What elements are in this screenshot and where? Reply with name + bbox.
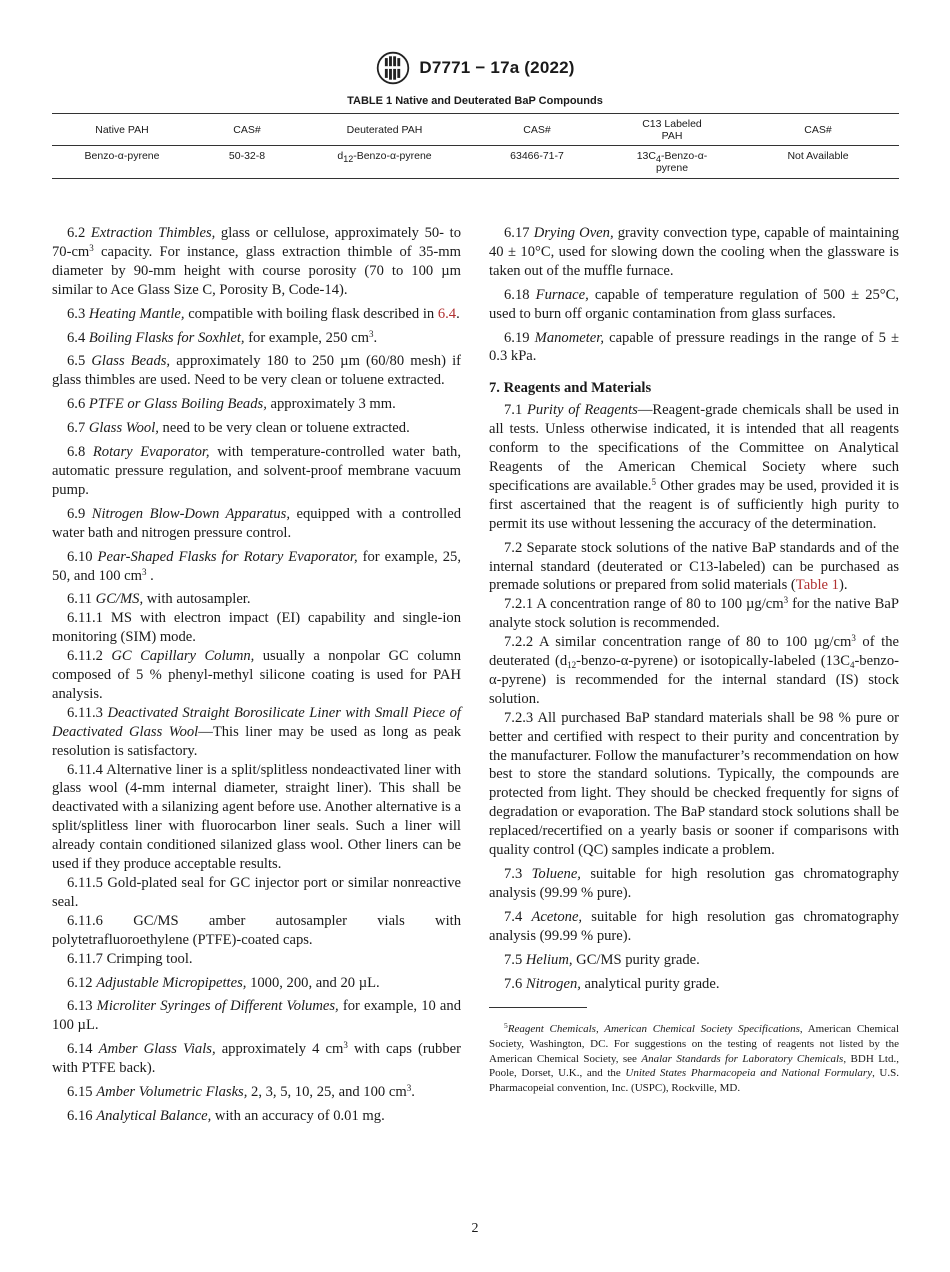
paragraph-7-2-3: 7.2.3 All purchased BaP standard materials shall be 98 % pure or better and certified with respect to their purity and concentration by the manufacturer. Follow the manufacturer’s recommendation on how best to store the standard solutions. Typically, the compounds are protected from light. They should be checked frequently for signs of degradation or evaporation. The BaP standard stock solutions shall be replaced/recertified on a yearly basis or sooner if comparisons with quality control (QC) samples indicate a problem. xyxy=(489,709,899,859)
para-term: Analytical Balance, xyxy=(96,1107,212,1124)
right-column xyxy=(489,224,899,1095)
para-num: 6.12 xyxy=(67,974,97,991)
para-term: Amber Volumetric Flasks, xyxy=(96,1084,248,1101)
para-text: for example, 25, 50, and 100 cm xyxy=(52,548,461,584)
para-term: Pear-Shaped Flasks for Rotary Evaporator, xyxy=(97,548,358,565)
para-num: 6.14 xyxy=(67,1041,99,1058)
paragraph-6-16 xyxy=(52,1107,461,1126)
table-cell: Benzo-α-pyrene xyxy=(52,146,192,179)
footnote-title: United States Pharmacopeia and National Formulary xyxy=(625,1067,873,1080)
para-term: Glass Wool, xyxy=(88,420,159,437)
para-num: 6.13 xyxy=(67,998,97,1015)
bap-compounds-table xyxy=(52,113,899,179)
para-text: ). xyxy=(838,577,848,594)
para-text: 7.2.1 A concentration range of 80 to 100 µg/cm xyxy=(504,596,784,613)
para-term: Drying Oven, xyxy=(533,225,614,241)
paragraph-6-11-5: 6.11.5 Gold-plated seal for GC injector port or similar nonreactive seal. xyxy=(52,875,461,910)
para-text: . xyxy=(411,1084,415,1101)
superscript: 3 xyxy=(368,328,374,339)
para-text: suitable for high resolution gas chromatography analysis (99.99 % pure). xyxy=(489,908,900,944)
table-header-cell: CAS# xyxy=(192,114,302,146)
table-caption: TABLE 1 Native and Deuterated BaP Compounds xyxy=(347,95,603,107)
para-text: with temperature-controlled water bath, automatic pressure regulation, and solvent-proof membrane vacuum pump. xyxy=(52,444,461,498)
paragraph-7-4 xyxy=(489,908,899,946)
cell-wrap xyxy=(632,150,712,174)
para-num: 7.6 xyxy=(504,975,526,992)
para-num: 6.2 xyxy=(67,225,91,241)
para-text: approximately 4 cm xyxy=(215,1041,344,1058)
footnote-title: Analar Standards for Laboratory Chemicals xyxy=(641,1052,844,1065)
para-text: glass or cellulose, approximately 50- to 70-cm xyxy=(52,225,462,260)
para-text: for example, 10 and 100 µL. xyxy=(52,998,461,1034)
footnote-5 xyxy=(489,1022,899,1095)
para-num: 6.11.3 xyxy=(67,704,108,721)
table-cell: 63466-71-7 xyxy=(467,146,607,179)
para-num: 6.7 xyxy=(67,420,89,437)
footnote-number: 5 xyxy=(504,1021,508,1031)
para-text: compatible with boiling flask described in xyxy=(184,305,438,322)
para-text: suitable for high resolution gas chromatography analysis (99.99 % pure). xyxy=(489,866,900,901)
paragraph-7-1 xyxy=(489,401,899,533)
para-num: 6.19 xyxy=(504,329,535,346)
para-term: Extraction Thimbles, xyxy=(90,225,216,241)
para-text: 1000, 200, and 20 µL. xyxy=(246,974,380,991)
table-cell xyxy=(607,146,737,179)
para-text: need to be very clean or toluene extracted. xyxy=(158,420,410,437)
table-ref-link[interactable]: Table 1 xyxy=(795,577,839,594)
para-num: 6.17 xyxy=(504,225,534,241)
para-text: with autosampler. xyxy=(143,591,251,608)
para-num: 7.3 xyxy=(504,866,532,882)
para-text: capable of pressure readings in the range of 5 ± 0.3 kPa. xyxy=(489,329,900,365)
subscript: 12 xyxy=(567,660,577,671)
para-term: Boiling Flasks for Soxhlet, xyxy=(88,329,245,346)
paragraph-7-2-2 xyxy=(489,633,899,709)
cell-text: -Benzo-α-pyrene xyxy=(353,150,432,162)
para-term: Purity of Reagents xyxy=(527,402,638,419)
para-num: 6.6 xyxy=(67,396,89,413)
superscript: 3 xyxy=(851,633,856,644)
paragraph-6-15 xyxy=(52,1083,461,1102)
para-text: of the deuterated (d xyxy=(489,634,899,670)
para-text: 2, 3, 5, 10, 25, and 100 cm xyxy=(247,1084,407,1101)
paragraph-6-11-3 xyxy=(52,704,461,761)
footnote-marker[interactable]: 5 xyxy=(651,476,657,487)
paragraph-6-11-1: 6.11.1 MS with electron impact (EI) capability and single-ion monitoring (SIM) mode. xyxy=(52,610,461,646)
para-text: -benzo-α-pyrene) or isotopically-labeled (13C xyxy=(576,653,850,670)
paragraph-7-6 xyxy=(489,975,899,994)
cell-subscript: 12 xyxy=(343,154,354,164)
paragraph-6-11-7: 6.11.7 Crimping tool. xyxy=(67,950,193,967)
para-num: 6.4 xyxy=(67,329,89,346)
table-header-cell: Native PAH xyxy=(52,114,192,146)
para-term: Furnace, xyxy=(535,286,589,303)
paragraph-6-2 xyxy=(52,224,461,300)
para-text: —Reagent-grade chemicals shall be used in all tests. Unless otherwise indicated, it is intended that all reagents conform to the specifications of the Committee on Analytical Reagents of the American Chemical Society where such specifications are available. xyxy=(489,402,899,494)
para-term: Heating Mantle, xyxy=(88,305,185,322)
para-term: Microliter Syringes of Different Volumes, xyxy=(96,998,339,1015)
para-term: Deactivated Straight Borosilicate Liner with Small Piece of Deactivated Glass Wool xyxy=(52,704,461,740)
footnote-title: Reagent Chemicals, American Chemical Society Specifications xyxy=(507,1023,800,1036)
paragraph-6-13 xyxy=(52,997,461,1035)
para-term: Nitrogen Blow-Down Apparatus, xyxy=(91,505,290,522)
table-cell: 50-32-8 xyxy=(192,146,302,179)
paragraph-6-5 xyxy=(52,352,461,390)
paragraph-6-19 xyxy=(489,329,899,367)
paragraph-6-11-2 xyxy=(52,647,461,704)
footnote-divider xyxy=(489,1007,587,1008)
para-text: . xyxy=(373,329,378,346)
footnote-text: , American Chemical Society, Washington, DC. For suggestions on the testing of reagents not listed by the American Chemical Society, see xyxy=(489,1023,899,1065)
superscript: 3 xyxy=(141,566,147,577)
para-num: 6.10 xyxy=(67,548,98,565)
para-num: 6.15 xyxy=(67,1084,97,1101)
table-header-cell: Deuterated PAH xyxy=(302,114,467,146)
para-text: approximately 180 to 250 µm (60/80 mesh) if glass thimbles are used. Need to be very clean or toluene extracted. xyxy=(52,353,461,389)
paragraph-6-14 xyxy=(52,1040,461,1078)
cell-subscript: 4 xyxy=(655,154,661,164)
paragraph-6-11-6: 6.11.6 GC/MS amber autosampler vials with polytetrafluoroethylene (PTFE)-coated caps. xyxy=(52,912,461,948)
table-header-cell: CAS# xyxy=(467,114,607,146)
para-text: usually a nonpolar GC column composed of 5 % phenyl-methyl silicone coating is used for PAH analysis. xyxy=(52,648,461,702)
superscript: 3 xyxy=(783,595,789,606)
paragraph-6-12 xyxy=(52,974,461,993)
paragraph-7-2-1 xyxy=(489,595,899,633)
table-cell: Not Available xyxy=(737,146,899,179)
cell-text: -Benzo-α-pyrene xyxy=(655,150,708,174)
para-text: 7.2.2 A similar concentration range of 80 to 100 µg/cm xyxy=(504,634,852,651)
para-text: Other grades may be used, provided it is first ascertained that the reagent is of sufficiently high purity to permit its use without lessening the accuracy of the determination. xyxy=(489,477,899,532)
para-text: for example, 250 cm xyxy=(244,329,369,346)
para-term: PTFE or Glass Boiling Beads, xyxy=(88,396,267,413)
page-number: 2 xyxy=(471,1221,479,1236)
section-7-heading: 7. Reagents and Materials xyxy=(489,380,652,397)
paragraph-7-3 xyxy=(489,865,899,903)
para-num: 6.11.2 xyxy=(67,648,112,665)
para-num: 7.4 xyxy=(504,908,532,925)
paragraph-7-5 xyxy=(489,951,899,970)
para-text: for the native BaP analyte stock solution is recommended. xyxy=(489,596,899,632)
table-row xyxy=(52,146,899,179)
para-text: analytical purity grade. xyxy=(580,975,720,992)
para-term: Helium, xyxy=(525,951,573,968)
para-num: 6.8 xyxy=(67,444,93,461)
paragraph-6-18 xyxy=(489,286,899,324)
para-term: Adjustable Micropipettes, xyxy=(96,974,247,991)
para-text: capable of temperature regulation of 500 ± 25°C, used to burn off organic contamination from glass surfaces. xyxy=(489,286,900,322)
para-num: 7.5 xyxy=(504,951,526,968)
paragraph-6-17 xyxy=(489,224,899,281)
para-num: 6.5 xyxy=(67,353,92,370)
paragraph-6-4 xyxy=(52,329,461,348)
cell-text: d xyxy=(337,150,344,162)
para-term: Glass Beads, xyxy=(91,353,171,370)
para-text: GC/MS purity grade. xyxy=(572,951,700,968)
table-header-cell xyxy=(607,114,737,146)
paragraph-6-6 xyxy=(52,395,461,414)
footnote-text: , U.S. Pharmacopeial convention, Inc. (USPC), Rockville, MD. xyxy=(489,1067,899,1094)
para-num: 6.11 xyxy=(67,591,96,608)
table-header-row xyxy=(52,114,899,146)
astm-logo-icon xyxy=(375,50,411,86)
para-text: 7.2 Separate stock solutions of the native BaP standards and of the internal standard (deuterated or C13-labeled) can be purchased as premade solutions or prepared from solid materials ( xyxy=(489,539,899,594)
para-num: 7.1 xyxy=(504,402,527,419)
subscript: 4 xyxy=(849,660,855,671)
para-term: Amber Glass Vials, xyxy=(98,1041,216,1058)
superscript: 3 xyxy=(343,1040,348,1051)
para-text: . xyxy=(146,567,154,584)
para-num: 6.18 xyxy=(504,286,536,303)
para-text: -benzo-α-pyrene) is recommended for the internal standard (IS) stock solution. xyxy=(489,653,900,707)
para-term: Manometer, xyxy=(534,329,604,346)
para-term: GC/MS, xyxy=(95,591,144,608)
para-text: with an accuracy of 0.01 mg. xyxy=(211,1107,385,1124)
para-term: GC Capillary Column, xyxy=(111,648,255,665)
paragraph-6-11-4: 6.11.4 Alternative liner is a split/splitless nondeactivated liner with glass wool (4-mm internal diameter, straight liner). This shall be deactivated with a silanizing agent before use. Another alternative is a split/splitless liner with fluorocarbon liner seals. Such a liner will already contain conditioned silanized glass wool. Other liners can be used if they produce acceptable results. xyxy=(52,761,461,873)
para-text: equipped with a controlled water bath and nitrogen pressure control. xyxy=(52,505,461,541)
paragraph-7-2 xyxy=(489,539,899,596)
para-text: with caps (rubber with PTFE back). xyxy=(52,1041,461,1077)
para-num: 6.3 xyxy=(67,305,89,322)
para-text: approximately 3 mm. xyxy=(266,396,396,413)
paragraph-6-8 xyxy=(52,443,461,500)
para-num: 6.9 xyxy=(67,505,92,522)
section-ref-link[interactable]: 6.4 xyxy=(437,305,457,322)
para-term: Nitrogen, xyxy=(525,975,581,992)
footnote-text: , BDH Ltd., Poole, Dorset, U.K., and the xyxy=(489,1052,899,1080)
para-text: —This liner may be used as long as peak resolution is satisfactory. xyxy=(52,723,461,759)
para-text: gravity convection type, capable of maintaining 40 ± 10°C, used for slowing down the cooling when the glassware is taken out of the muffle furnace. xyxy=(489,225,899,279)
superscript: 3 xyxy=(89,242,94,253)
cell-text: 13C xyxy=(636,150,656,162)
paragraph-6-7 xyxy=(52,419,461,438)
para-text: . xyxy=(456,305,460,322)
page-header xyxy=(0,48,950,88)
table-cell xyxy=(302,146,467,179)
paragraph-6-9 xyxy=(52,505,461,543)
left-column xyxy=(52,224,461,1131)
paragraph-6-3 xyxy=(52,305,461,324)
para-term: Rotary Evaporator, xyxy=(92,444,210,461)
para-term: Toluene, xyxy=(531,866,581,882)
c13-header-text: C13 Labeled PAH xyxy=(642,117,702,142)
para-num: 6.16 xyxy=(67,1107,97,1124)
paragraph-6-10 xyxy=(52,548,461,586)
para-text: capacity. For instance, glass extraction thimble of 35-mm diameter by 90-mm height with course porosity (70 to 100 µm similar to Ace Glass Size C, Porosity B, Code-14). xyxy=(52,243,461,298)
paragraph-6-11 xyxy=(52,590,461,609)
para-term: Acetone, xyxy=(531,908,583,925)
table-header-cell: CAS# xyxy=(737,114,899,146)
superscript: 3 xyxy=(406,1083,412,1094)
document-id: D7771 − 17a (2022) xyxy=(419,58,575,77)
